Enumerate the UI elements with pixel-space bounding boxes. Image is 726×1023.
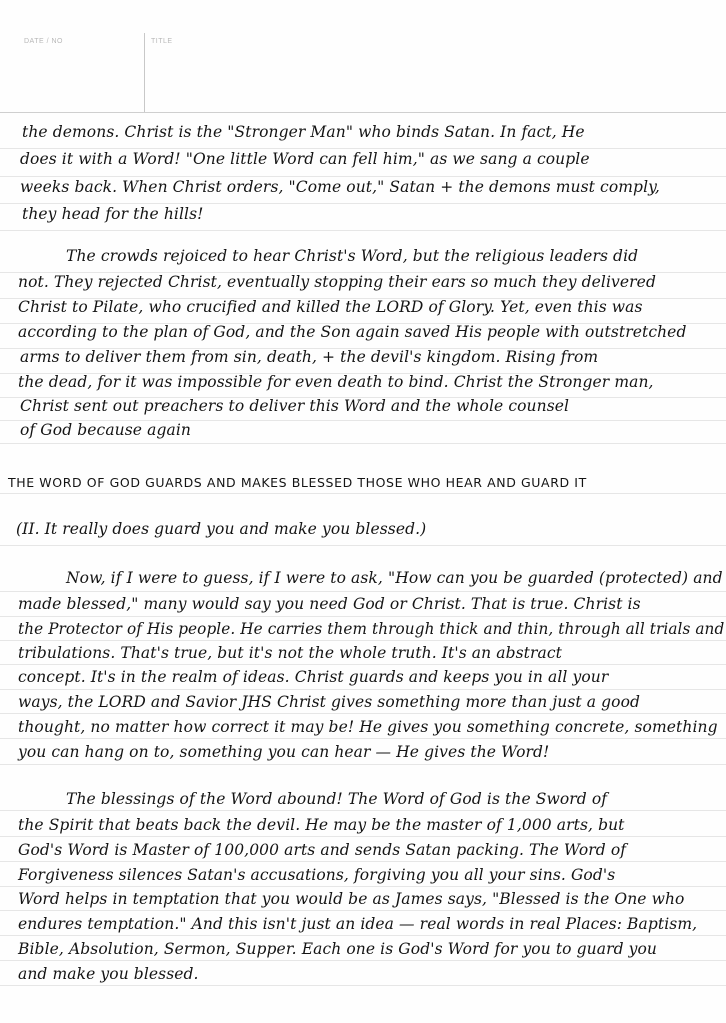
- section-heading: THE WORD OF GOD GUARDS AND MAKES BLESSED THOSE WHO HEAR AND GUARD IT: [8, 475, 587, 490]
- text-line: thought, no matter how correct it may be! He gives you something concrete, something: [18, 718, 718, 736]
- text-line: the dead, for it was impossible for even death to bind. Christ the Stronger man,: [18, 373, 654, 391]
- ruled-line: [0, 810, 726, 811]
- text-line: Now, if I were to guess, if I were to ask, "How can you be guarded (protected) and: [66, 569, 723, 587]
- ruled-line: [0, 935, 726, 936]
- text-line: not. They rejected Christ, eventually stopping their ears so much they delivered: [18, 273, 656, 291]
- text-line: Forgiveness silences Satan's accusations, forgiving you all your sins. God's: [18, 866, 616, 884]
- text-line: Christ sent out preachers to deliver this Word and the whole counsel: [20, 397, 570, 415]
- text-line: the demons. Christ is the "Stronger Man" who binds Satan. In fact, He: [22, 123, 585, 141]
- text-line: arms to deliver them from sin, death, + the devil's kingdom. Rising from: [20, 348, 599, 366]
- text-line: Word helps in temptation that you would be as James says, "Blessed is the One who: [18, 890, 685, 908]
- header-divider: [144, 33, 145, 113]
- ruled-line: [0, 640, 726, 641]
- text-line: endures temptation." And this isn't just an idea — real words in real Places: Baptism,: [18, 915, 698, 933]
- text-line: does it with a Word! "One little Word can fell him," as we sang a couple: [20, 150, 590, 168]
- text-line: Bible, Absolution, Sermon, Supper. Each one is God's Word for you to guard you: [18, 940, 658, 958]
- text-line: the Spirit that beats back the devil. He may be the master of 1,000 arts, but: [18, 816, 625, 834]
- ruled-line: [0, 493, 726, 494]
- ruled-line: [0, 664, 726, 665]
- text-line: Christ to Pilate, who crucified and killed the LORD of Glory. Yet, even this was: [18, 298, 643, 316]
- ruled-line: [0, 886, 726, 887]
- title-label: TITLE: [151, 38, 173, 45]
- text-line: The crowds rejoiced to hear Christ's Word, but the religious leaders did: [66, 247, 639, 265]
- ruled-line: [0, 443, 726, 444]
- date-label: DATE / NO: [24, 38, 63, 45]
- text-line: The blessings of the Word abound! The Word of God is the Sword of: [66, 790, 608, 808]
- text-line: of God because again: [20, 421, 191, 439]
- text-line: concept. It's in the realm of ideas. Christ guards and keeps you in all your: [18, 668, 609, 686]
- ruled-line: [0, 545, 726, 546]
- text-line: according to the plan of God, and the Son again saved His people with outstretched: [18, 323, 687, 341]
- ruled-line: [0, 985, 726, 986]
- text-line: tribulations. That's true, but it's not the whole truth. It's an abstract: [18, 644, 562, 662]
- text-line: you can hang on to, something you can hear — He gives the Word!: [18, 743, 550, 761]
- text-line: ways, the LORD and Savior JHS Christ gives something more than just a good: [18, 693, 641, 711]
- ruled-line: [0, 764, 726, 765]
- text-line: God's Word is Master of 100,000 arts and sends Satan packing. The Word of: [18, 841, 627, 859]
- text-line: the Protector of His people. He carries them through thick and thin, through all trials and: [18, 620, 725, 638]
- ruled-line: [0, 738, 726, 739]
- ruled-line: [0, 616, 726, 617]
- ruled-line: [0, 861, 726, 862]
- text-line: made blessed," many would say you need God or Christ. That is true. Christ is: [18, 595, 641, 613]
- ruled-line: [0, 591, 726, 592]
- ruled-line: [0, 836, 726, 837]
- text-line: weeks back. When Christ orders, "Come out," Satan + the demons must comply,: [20, 178, 660, 196]
- ruled-line: [0, 910, 726, 911]
- ruled-line: [0, 230, 726, 231]
- text-line: they head for the hills!: [22, 205, 204, 223]
- ruled-line: [0, 689, 726, 690]
- ruled-line: [0, 713, 726, 714]
- text-line: (II. It really does guard you and make you blessed.): [16, 520, 427, 538]
- header-rule: [0, 112, 726, 113]
- ruled-line: [0, 960, 726, 961]
- text-line: and make you blessed.: [18, 965, 199, 983]
